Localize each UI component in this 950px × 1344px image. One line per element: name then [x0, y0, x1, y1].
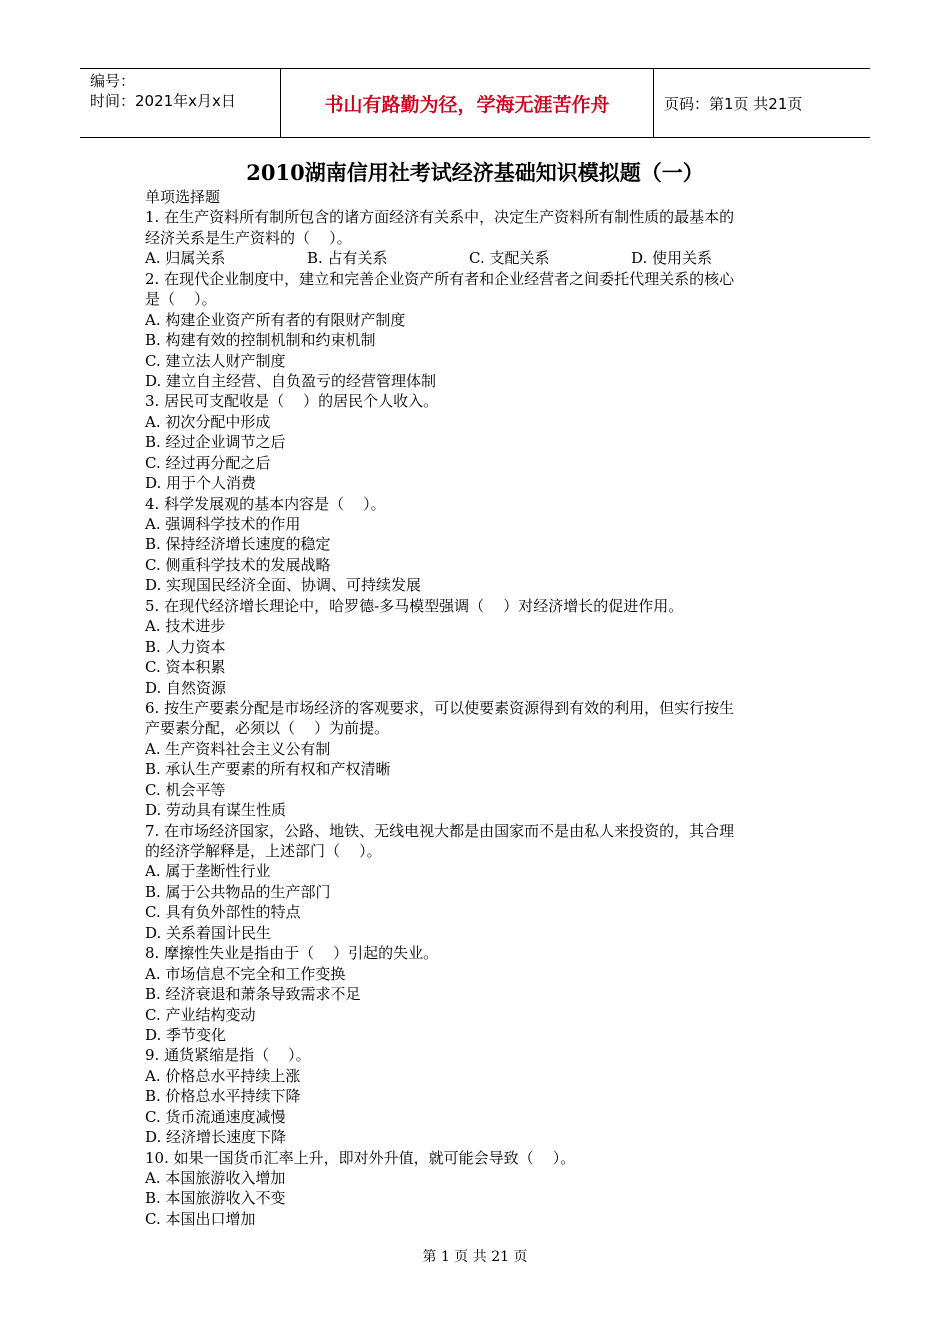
- option-row: [145, 248, 815, 268]
- answer-option: D. 用于个人消费: [145, 474, 257, 493]
- header-meta: [80, 69, 281, 137]
- answer-option: D. 使用关系: [631, 249, 713, 268]
- header-number-label: 编号：: [90, 72, 136, 90]
- answer-option: A. 强调科学技术的作用: [145, 515, 301, 533]
- answer-option: B. 经过企业调节之后: [145, 433, 286, 452]
- answer-option: B. 占有关系: [307, 249, 388, 268]
- answer-option: D. 建立自主经营、自负盈亏的经营管理体制: [145, 371, 437, 390]
- question-stem: 经济关系是生产资料的（ ）。: [145, 228, 352, 247]
- answer-option: B. 人力资本: [145, 637, 226, 656]
- question-stem: 2. 在现代企业制度中，建立和完善企业资产所有者和企业经营者之间委托代理关系的核心: [145, 269, 735, 288]
- question-stem: 是（ ）。: [145, 290, 217, 309]
- answer-option: B. 属于公共物品的生产部门: [145, 882, 331, 901]
- page-footer: 第 1 页 共 21 页: [422, 1249, 528, 1265]
- question-stem: 4. 科学发展观的基本内容是（ ）。: [145, 494, 386, 513]
- document-title: 2010湖南信用社考试经济基础知识模拟题（一）: [246, 160, 704, 185]
- answer-option: C. 支配关系: [469, 249, 550, 268]
- answer-option: D. 自然资源: [145, 678, 227, 697]
- answer-option: A. 归属关系: [145, 249, 226, 268]
- answer-option: A. 技术进步: [145, 617, 226, 636]
- answer-option: D. 经济增长速度下降: [145, 1128, 287, 1147]
- answer-option: D. 劳动具有谋生性质: [145, 801, 287, 820]
- question-stem: 1. 在生产资料所有制所包含的诸方面经济有关系中，决定生产资料所有制性质的最基本的: [145, 208, 735, 227]
- question-stem: 产要素分配，必须以（ ）为前提。: [145, 719, 390, 738]
- header-motto: 书山有路勤为径，学海无涯苦作舟: [281, 69, 654, 137]
- document-body: [145, 187, 815, 1229]
- answer-option: A. 市场信息不完全和工作变换: [145, 964, 346, 983]
- answer-option: D. 关系着国计民生: [145, 923, 272, 942]
- question-stem: 7. 在市场经济国家，公路、地铁、无线电视大都是由国家而不是由私人来投资的，其合理: [145, 821, 735, 840]
- answer-option: D. 季节变化: [145, 1025, 227, 1044]
- question-stem: 6. 按生产要素分配是市场经济的客观要求，可以使要素资源得到有效的利用，但实行按生: [145, 698, 735, 717]
- answer-option: B. 经济衰退和萧条导致需求不足: [145, 985, 361, 1004]
- answer-option: A. 属于垄断性行业: [145, 862, 271, 881]
- answer-option: B. 承认生产要素的所有权和产权清晰: [145, 760, 391, 779]
- question-stem: 9. 通货紧缩是指（ ）。: [145, 1046, 311, 1065]
- header-page-info: 页码：第1页 共21页: [664, 94, 803, 113]
- answer-option: C. 具有负外部性的特点: [145, 903, 301, 922]
- answer-option: C. 侧重科学技术的发展战略: [145, 555, 331, 574]
- answer-option: B. 本国旅游收入不变: [145, 1189, 286, 1208]
- answer-option: B. 保持经济增长速度的稳定: [145, 535, 331, 554]
- question-stem: 的经济学解释是，上述部门（ ）。: [145, 842, 382, 860]
- answer-option: A. 本国旅游收入增加: [145, 1169, 286, 1187]
- section-heading: 单项选择题: [145, 188, 221, 206]
- answer-option: C. 建立法人财产制度: [145, 351, 286, 370]
- answer-option: A. 初次分配中形成: [145, 412, 271, 431]
- answer-option: B. 价格总水平持续下降: [145, 1087, 301, 1106]
- answer-option: D. 实现国民经济全面、协调、可持续发展: [145, 576, 422, 595]
- question-stem: 3. 居民可支配收是（ ）的居民个人收入。: [145, 392, 439, 411]
- question-stem: 10. 如果一国货币汇率上升，即对外升值，就可能会导致（ ）。: [145, 1148, 576, 1167]
- question-stem: 8. 摩擦性失业是指由于（ ）引起的失业。: [145, 944, 439, 963]
- answer-option: C. 本国出口增加: [145, 1209, 256, 1228]
- answer-option: C. 资本积累: [145, 658, 226, 677]
- question-stem: 5. 在现代经济增长理论中，哈罗德-多马模型强调（ ）对经济增长的促进作用。: [145, 596, 684, 615]
- answer-option: C. 产业结构变动: [145, 1005, 256, 1024]
- answer-option: B. 构建有效的控制机制和约束机制: [145, 331, 376, 350]
- answer-option: C. 机会平等: [145, 780, 226, 799]
- answer-option: A. 价格总水平持续上涨: [145, 1066, 301, 1085]
- document-header: [80, 68, 870, 138]
- answer-option: C. 经过再分配之后: [145, 453, 271, 472]
- answer-option: A. 生产资料社会主义公有制: [145, 739, 331, 758]
- answer-option: C. 货币流通速度减慢: [145, 1107, 286, 1126]
- header-date-label: 时间：2021年x月x日: [90, 92, 236, 110]
- answer-option: A. 构建企业资产所有者的有限财产制度: [145, 310, 406, 329]
